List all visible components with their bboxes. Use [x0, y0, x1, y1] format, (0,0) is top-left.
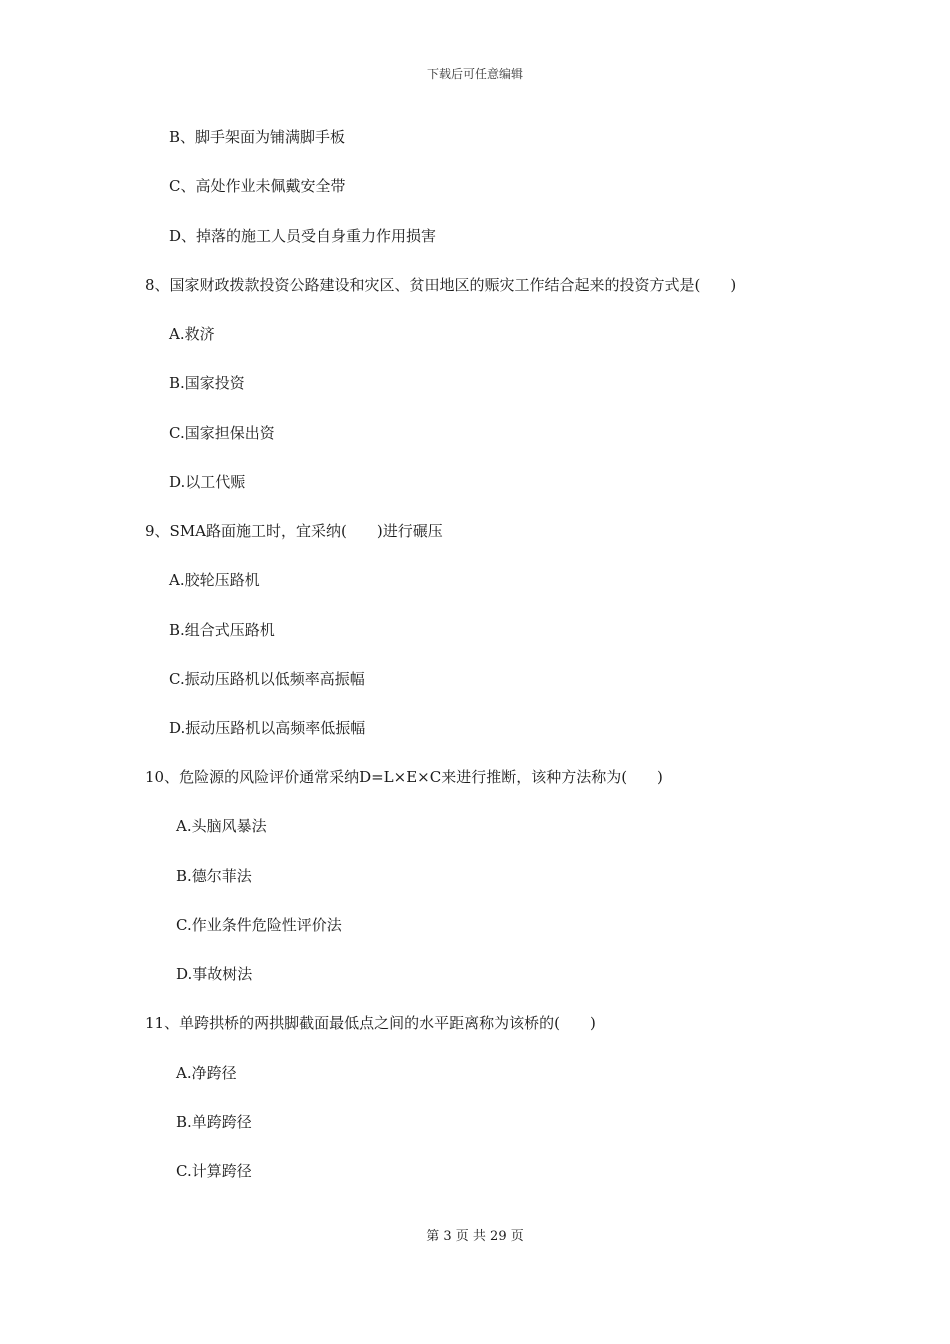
q11-option-c: C.计算跨径	[176, 1162, 252, 1180]
q9-option-d: D.振动压路机以高频率低振幅	[169, 719, 366, 737]
q10-option-c: C.作业条件危险性评价法	[176, 916, 342, 934]
page-number: 第 3 页 共 29 页	[426, 1229, 524, 1244]
q9-option-b: B.组合式压路机	[169, 621, 275, 639]
q8-option-b: B.国家投资	[169, 374, 245, 392]
question-10: 10、危险源的风险评价通常采纳D=L×E×C来进行推断，该种方法称为( )	[145, 768, 663, 786]
option-b: B、脚手架面为铺满脚手板	[169, 128, 346, 146]
option-d: D、掉落的施工人员受自身重力作用损害	[169, 227, 437, 245]
q9-option-a: A.胶轮压路机	[169, 571, 260, 589]
q10-option-a: A.头脑风暴法	[176, 817, 267, 835]
q10-option-b: B.德尔菲法	[176, 867, 252, 885]
q11-option-b: B.单跨跨径	[176, 1113, 252, 1131]
q10-option-d: D.事故树法	[176, 965, 253, 983]
q8-option-a: A.救济	[169, 325, 215, 343]
q8-option-d: D.以工代赈	[169, 473, 246, 491]
q9-option-c: C.振动压路机以低频率高振幅	[169, 670, 365, 688]
option-c: C、高处作业未佩戴安全带	[169, 177, 346, 195]
question-9: 9、SMA路面施工时，宜采纳( )进行碾压	[145, 522, 443, 540]
q8-option-c: C.国家担保出资	[169, 424, 275, 442]
question-8: 8、国家财政拨款投资公路建设和灾区、贫田地区的赈灾工作结合起来的投资方式是( )	[145, 276, 737, 294]
q11-option-a: A.净跨径	[176, 1064, 237, 1082]
page-header: 下载后可任意编辑	[426, 67, 523, 81]
question-11: 11、单跨拱桥的两拱脚截面最低点之间的水平距离称为该桥的( )	[145, 1014, 596, 1032]
